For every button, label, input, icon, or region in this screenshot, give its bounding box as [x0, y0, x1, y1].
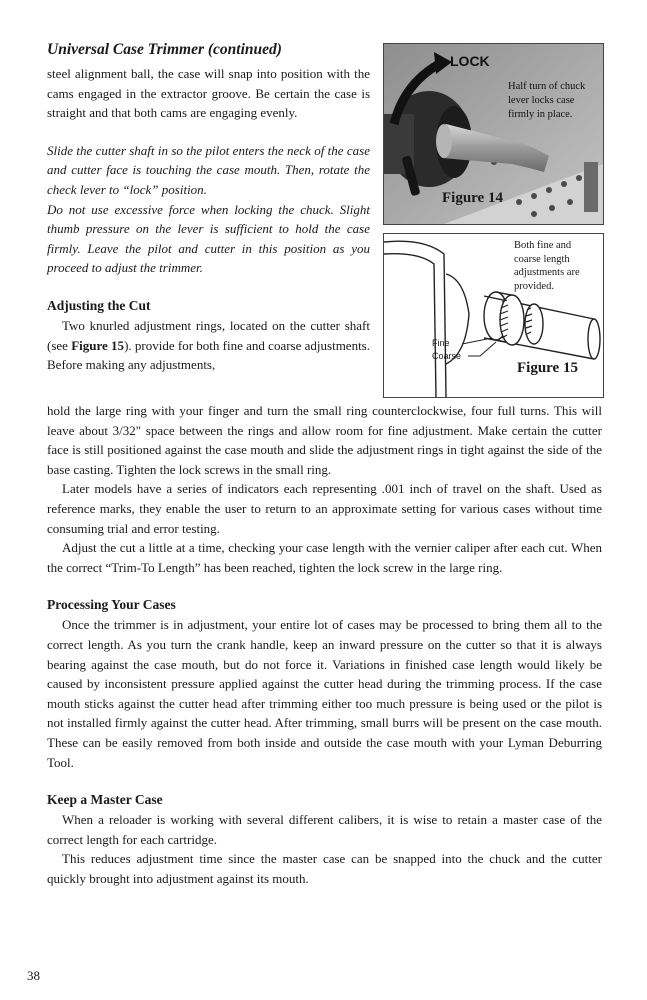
page-number: 38: [27, 968, 40, 983]
figure-reference: Figure 15: [71, 337, 125, 353]
section-title: Universal Case Trimmer (continued): [47, 41, 282, 58]
paragraph-later-models: Later models have a series of indicators each representing .001 inch of travel on the shaft. Used as reference marks, they enable the user to return to an approximate setting for various cases without time consuming trial and error testing.: [47, 481, 602, 536]
figure-15-caption: Figure 15: [517, 360, 578, 376]
lock-label: LOCK: [450, 53, 490, 69]
heading-processing-cases: Processing Your Cases: [47, 597, 176, 613]
figure-14: [383, 43, 604, 225]
text-run: Two knurled adjustment rings, located on the cutter shaft (see: [47, 317, 370, 353]
paragraph-master-case-1: When a reloader is working with several different calibers, it is wise to retain a master case of the correct length for each cartridge.: [47, 812, 602, 847]
heading-adjusting-cut: Adjusting the Cut: [47, 297, 151, 313]
figure-15: [383, 233, 604, 398]
paragraph-alignment: steel alignment ball, the case will snap into position with the cams engaged in the extractor groove. Be certain the case is straight and that both cams are engaging evenly.: [47, 66, 370, 121]
paragraph-adjust-cut: Adjust the cut a little at a time, checking your case length with the vernier caliper after each cut. When the correct “Trim-To Length” has been reached, tighten the lock screw in the large ring.: [47, 540, 602, 575]
label-coarse: Coarse: [432, 351, 462, 361]
spacer: [47, 123, 370, 141]
paragraph-adjusting-start: [47, 316, 370, 375]
figure-14-note: Half turn of chuck lever locks case firmly in place.: [508, 81, 586, 120]
text-run: ). provide for both fine and coarse adjustments. Before making any adjustments,: [47, 337, 370, 373]
left-column: [47, 40, 370, 375]
figure-15-note: Both fine and coarse length adjustments are provided.: [514, 240, 580, 292]
spacer: [47, 577, 602, 595]
spacer: [47, 278, 370, 296]
paragraph-cutter-shaft: Slide the cutter shaft in so the pilot enters the neck of the case and cutter face is touching the case mouth. Then, rotate the check lever to “lock” position.: [47, 142, 370, 197]
spacer: [47, 772, 602, 790]
paragraph-processing: Once the trimmer is in adjustment, your entire lot of cases may be processed to bring them all to the correct length. As you turn the crank handle, keep an inward pressure on the cutter so that it is always bearing against the case mouth, but do not force it. Variations in finished case length would likely be caused by inconsistent pressure applied against the cutter head during the trimming process. If the case mouth sticks against the cutter head after trimming either too much pressure is being used or the pilot is not installed firmly against the cutter head. After trimming, small burrs will be present on the case mouth. These can be easily removed from both inside and outside the case mouth with your Lyman Deburring Tool.: [47, 617, 602, 770]
paragraph-master-case-2: This reduces adjustment time since the master case can be snapped into the chuck and the cutter quickly brought into adjustment against its mouth.: [47, 851, 602, 886]
paragraph-lock-caution: Do not use excessive force when locking the chuck. Slight thumb pressure on the lever is sufficient to hold the case firmly. Leave the pilot and cutter in this position as you proceed to adjust the trimmer.: [47, 201, 370, 276]
label-fine: Fine: [432, 338, 450, 348]
heading-master-case: Keep a Master Case: [47, 792, 163, 808]
paragraph-adjusting-continued: hold the large ring with your finger and turn the small ring counterclockwise, four full turns. This will leave about 3/32" space between the rings and allow room for fine adjustment. Make certain the cutter face is still positioned against the case mouth and slide the adjustment rings in tight against the side of the base casting. Tighten the lock screws in the small ring.: [47, 403, 602, 477]
figure-14-caption: Figure 14: [442, 190, 503, 206]
full-width-text: [47, 401, 602, 888]
